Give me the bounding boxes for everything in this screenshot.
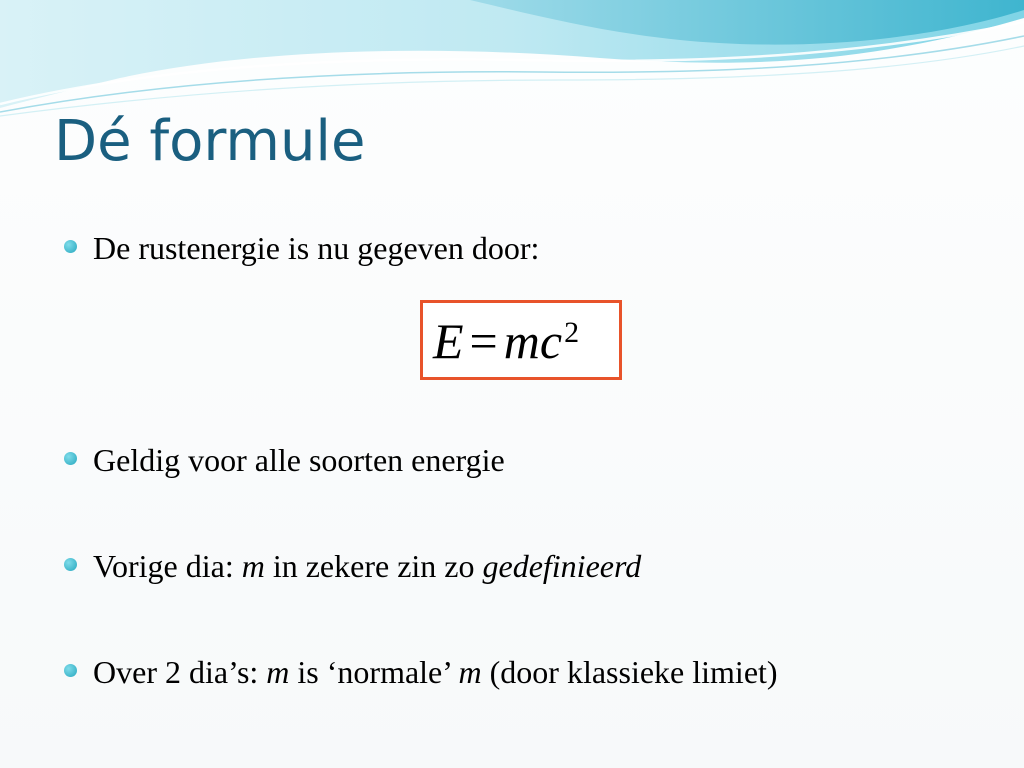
bullet-text: Geldig voor alle soorten energie bbox=[93, 442, 505, 478]
header-wave-decoration bbox=[0, 0, 1024, 120]
bullet-text-part: Over 2 dia’s: bbox=[93, 654, 267, 690]
bullet-icon bbox=[64, 558, 77, 571]
bullet-text-part: (door klassieke limiet) bbox=[481, 654, 778, 690]
formula bbox=[433, 311, 579, 371]
emphasized-word: gedefinieerd bbox=[482, 548, 642, 584]
mass-symbol: m bbox=[266, 654, 290, 690]
bullet-text-part: Vorige dia: bbox=[93, 548, 242, 584]
mass-symbol: m bbox=[241, 548, 265, 584]
bullet-text-part: is ‘normale’ bbox=[289, 654, 459, 690]
bullet-text-part: in zekere zin zo bbox=[264, 548, 483, 584]
formula-energy: E bbox=[433, 313, 464, 369]
bullet-icon bbox=[64, 664, 77, 677]
bullet-text bbox=[93, 546, 641, 586]
bullet-icon bbox=[64, 452, 77, 465]
formula-lightspeed: c bbox=[539, 313, 563, 369]
bullet-icon bbox=[64, 240, 77, 253]
formula-exponent: 2 bbox=[564, 316, 580, 349]
formula-mass: m bbox=[503, 313, 540, 369]
bullet-text bbox=[93, 652, 778, 692]
bullet-text: De rustenergie is nu gegeven door: bbox=[93, 230, 540, 266]
mass-symbol: m bbox=[458, 654, 482, 690]
slide-title: Dé formule bbox=[54, 109, 366, 174]
formula-box bbox=[420, 300, 622, 380]
formula-equals: = bbox=[469, 313, 498, 369]
